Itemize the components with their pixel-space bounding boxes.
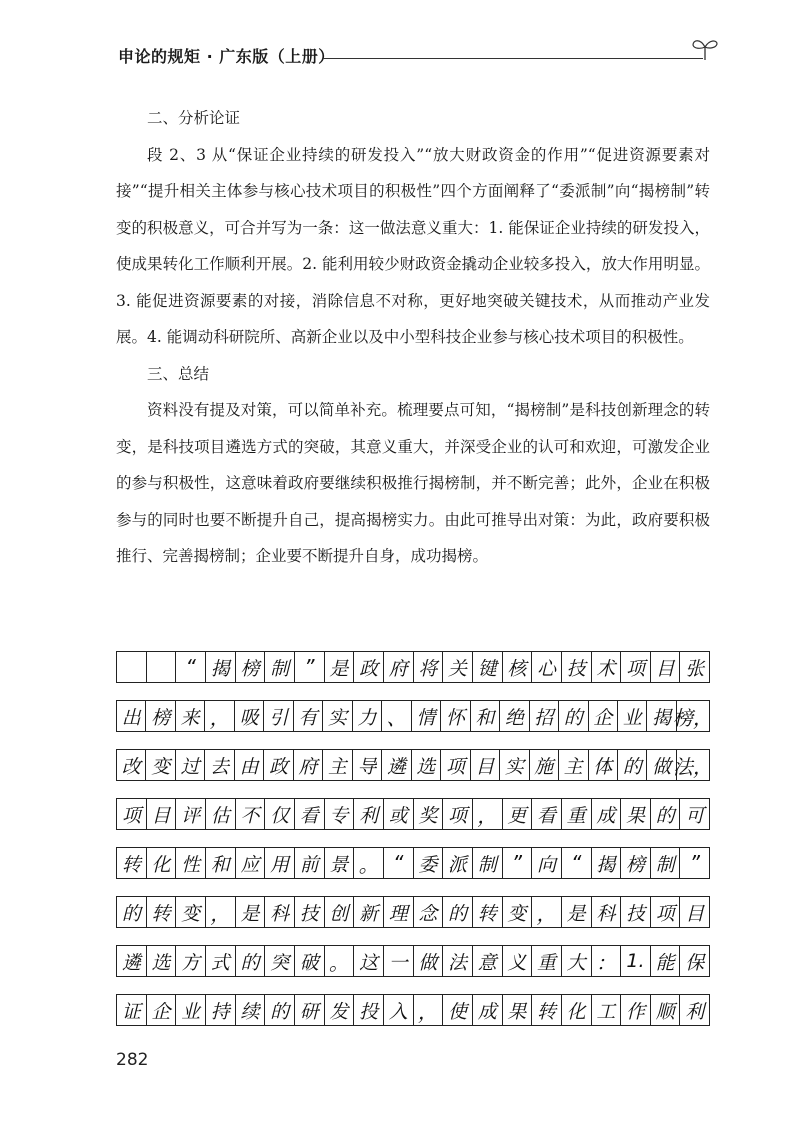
grid-cell: 制 — [265, 652, 295, 682]
grid-cell: ， — [414, 995, 444, 1025]
grid-cell: 榜 — [236, 652, 266, 682]
grid-cell: 术 — [592, 652, 622, 682]
grid-cell: 业 — [176, 995, 206, 1025]
grid-cell: 科 — [592, 897, 622, 927]
grid-cell: 和 — [471, 701, 500, 731]
answer-grid — [116, 651, 713, 1043]
grid-cell: 估 — [206, 799, 236, 829]
grid-cell: 委 — [414, 848, 444, 878]
grid-cell: 榜， — [677, 701, 710, 731]
grid-cell: 有 — [294, 701, 323, 731]
grid-cell: 重 — [532, 946, 562, 976]
grid-row — [116, 749, 713, 781]
grid-cell: 性 — [176, 848, 206, 878]
grid-cell: 仅 — [265, 799, 295, 829]
grid-row — [116, 798, 710, 830]
section-heading-analysis: 二、分析论证 — [147, 109, 241, 127]
grid-cell: 做 — [647, 750, 676, 780]
grid-cell: 义 — [503, 946, 533, 976]
grid-cell: ” — [503, 848, 533, 878]
grid-cell: ： — [592, 946, 622, 976]
analysis-text — [116, 100, 710, 575]
grid-cell: 的 — [117, 897, 147, 927]
grid-cell: 选 — [147, 946, 177, 976]
analysis-paragraph: 段 2、3 从“保证企业持续的研发投入”“放大财政资金的作用”“促进资源要素对接”“提升相关主体参与核心技术项目的积极性”四个方面阐释了“委派制”向“揭榜制”转变的积极意义，可合并写为一条：这一做法意义重大：1. 能保证企业持续的研发投入，使成果转化工作顺利开展。2. 能利用较少财政资金撬动企业较多投入，放大作用明显。3. 能促进资源要素的对接，消除信息不对称，更好地突破关键技术，从而推动产业发展。4. 能调动科研院所、高新企业以及中小型科技企业参与核心技术项目的积极性。 — [116, 145, 710, 346]
grid-cell: 揭 — [647, 701, 676, 731]
grid-cell: 来 — [176, 701, 205, 731]
grid-cell: 的 — [618, 750, 647, 780]
grid-cell: 成 — [473, 995, 503, 1025]
grid-cell: 理 — [384, 897, 414, 927]
grid-cell: 利 — [354, 799, 384, 829]
grid-cell: 榜 — [146, 701, 175, 731]
grid-cell: 项 — [117, 799, 147, 829]
grid-row — [116, 994, 710, 1026]
grid-cell: 企 — [147, 995, 177, 1025]
grid-cell: 应 — [236, 848, 266, 878]
grid-row — [116, 651, 710, 683]
grid-cell: 重 — [562, 799, 592, 829]
grid-cell: 做 — [414, 946, 444, 976]
sprout-icon — [690, 36, 720, 62]
grid-cell: 的 — [651, 799, 681, 829]
grid-cell: 技 — [562, 652, 592, 682]
grid-cell: 奖 — [414, 799, 444, 829]
grid-cell: 是 — [562, 897, 592, 927]
grid-cell: 企 — [589, 701, 618, 731]
grid-cell: 景 — [325, 848, 355, 878]
grid-cell: 的 — [265, 995, 295, 1025]
grid-cell: 制 — [651, 848, 681, 878]
grid-cell: 专 — [325, 799, 355, 829]
grid-cell: ” — [680, 848, 710, 878]
grid-cell: “ — [562, 848, 592, 878]
grid-cell: ” — [295, 652, 325, 682]
grid-cell: 遴 — [382, 750, 411, 780]
grid-cell: 项 — [621, 652, 651, 682]
grid-cell: 大 — [562, 946, 592, 976]
grid-cell: 。 — [325, 946, 355, 976]
grid-cell: 施 — [530, 750, 559, 780]
grid-cell: 榜 — [621, 848, 651, 878]
grid-cell: 、 — [382, 701, 411, 731]
grid-cell: 不 — [236, 799, 266, 829]
grid-row — [116, 700, 713, 732]
grid-cell: 前 — [295, 848, 325, 878]
grid-cell: 看 — [295, 799, 325, 829]
grid-cell: 的 — [559, 701, 588, 731]
grid-cell: 实 — [323, 701, 352, 731]
grid-cell: 政 — [264, 750, 293, 780]
grid-cell: 将 — [414, 652, 444, 682]
grid-cell: 或 — [384, 799, 414, 829]
grid-cell: 。 — [354, 848, 384, 878]
grid-cell: 出 — [117, 701, 146, 731]
grid-cell: 主 — [559, 750, 588, 780]
grid-cell: 顺 — [651, 995, 681, 1025]
grid-cell: 突 — [265, 946, 295, 976]
grid-cell: 政 — [354, 652, 384, 682]
grid-cell: 念 — [414, 897, 444, 927]
header-rule — [323, 58, 703, 59]
grid-cell: 法， — [677, 750, 710, 780]
grid-cell: 体 — [589, 750, 618, 780]
grid-cell: 投 — [354, 995, 384, 1025]
grid-cell: 揭 — [592, 848, 622, 878]
grid-cell: 导 — [353, 750, 382, 780]
grid-cell: 利 — [680, 995, 710, 1025]
grid-cell: 这 — [354, 946, 384, 976]
summary-paragraph: 资料没有提及对策，可以简单补充。梳理要点可知，“揭榜制”是科技创新理念的转变，是科技项目遴选方式的突破，其意义重大，并深受企业的认可和欢迎，可激发企业的参与积极性，这意味着政府要继续积极推行揭榜制，并不断完善；此外，企业在积极参与的同时也要不断提升自己，提高揭榜实力。由此可推导出对策：为此，政府要积极推行、完善揭榜制；企业要不断提升自身，成功揭榜。 — [116, 401, 710, 565]
grid-cell: 情 — [412, 701, 441, 731]
grid-cell: 键 — [473, 652, 503, 682]
grid-cell: ， — [473, 799, 503, 829]
grid-cell: 作 — [621, 995, 651, 1025]
grid-cell: 方 — [176, 946, 206, 976]
grid-cell: 入 — [384, 995, 414, 1025]
grid-cell: 变 — [503, 897, 533, 927]
grid-cell: 去 — [205, 750, 234, 780]
grid-cell: 意 — [473, 946, 503, 976]
grid-cell: 新 — [354, 897, 384, 927]
grid-row — [116, 945, 710, 977]
grid-cell: 科 — [265, 897, 295, 927]
grid-cell: 选 — [412, 750, 441, 780]
grid-row — [116, 896, 710, 928]
grid-cell: 技 — [295, 897, 325, 927]
grid-cell: 创 — [325, 897, 355, 927]
grid-cell: 一 — [384, 946, 414, 976]
grid-cell: 过 — [176, 750, 205, 780]
grid-cell: 制 — [473, 848, 503, 878]
grid-cell: 改 — [117, 750, 146, 780]
grid-cell: 发 — [325, 995, 355, 1025]
page-number: 282 — [116, 1050, 149, 1070]
grid-cell: “ — [176, 652, 206, 682]
grid-cell — [117, 652, 147, 682]
grid-cell: 目 — [651, 652, 681, 682]
grid-cell: 工 — [592, 995, 622, 1025]
grid-cell: 核 — [503, 652, 533, 682]
grid-cell: 揭 — [206, 652, 236, 682]
grid-cell: 吸 — [235, 701, 264, 731]
grid-cell: 式 — [206, 946, 236, 976]
grid-cell: 评 — [176, 799, 206, 829]
grid-cell: 目 — [147, 799, 177, 829]
grid-cell: 保 — [680, 946, 710, 976]
grid-cell: 1. — [621, 946, 651, 976]
grid-cell: 转 — [147, 897, 177, 927]
grid-cell: ， — [532, 897, 562, 927]
grid-cell: 化 — [147, 848, 177, 878]
grid-cell: 招 — [530, 701, 559, 731]
grid-cell: 法 — [443, 946, 473, 976]
grid-cell: 用 — [265, 848, 295, 878]
grid-cell: 实 — [500, 750, 529, 780]
grid-cell: 看 — [532, 799, 562, 829]
grid-cell: 续 — [236, 995, 266, 1025]
grid-cell: 力 — [353, 701, 382, 731]
grid-cell: 是 — [236, 897, 266, 927]
grid-cell: 由 — [235, 750, 264, 780]
grid-cell: 使 — [443, 995, 473, 1025]
grid-cell: 主 — [323, 750, 352, 780]
book-title: 申论的规矩 · 广东版（上册） — [118, 47, 335, 66]
grid-cell: 遴 — [117, 946, 147, 976]
grid-cell: 更 — [503, 799, 533, 829]
page-header — [118, 42, 718, 72]
grid-cell: 是 — [325, 652, 355, 682]
grid-cell: 引 — [264, 701, 293, 731]
grid-cell: 果 — [503, 995, 533, 1025]
grid-cell: 转 — [117, 848, 147, 878]
grid-cell: 关 — [443, 652, 473, 682]
grid-cell: 张 — [680, 652, 710, 682]
grid-cell: 府 — [294, 750, 323, 780]
grid-cell: 变 — [146, 750, 175, 780]
grid-cell: 向 — [532, 848, 562, 878]
grid-row — [116, 847, 710, 879]
grid-cell — [147, 652, 177, 682]
grid-cell: 的 — [236, 946, 266, 976]
grid-cell: 派 — [443, 848, 473, 878]
grid-cell: 目 — [471, 750, 500, 780]
grid-cell: 转 — [532, 995, 562, 1025]
grid-cell: 技 — [621, 897, 651, 927]
grid-cell: 研 — [295, 995, 325, 1025]
grid-cell: 变 — [176, 897, 206, 927]
grid-cell: 持 — [206, 995, 236, 1025]
grid-cell: ， — [206, 897, 236, 927]
grid-cell: 可 — [680, 799, 710, 829]
grid-cell: 证 — [117, 995, 147, 1025]
grid-cell: 府 — [384, 652, 414, 682]
grid-cell: 能 — [651, 946, 681, 976]
grid-cell: 业 — [618, 701, 647, 731]
grid-cell: 项 — [441, 750, 470, 780]
grid-cell: 果 — [621, 799, 651, 829]
grid-cell: 转 — [473, 897, 503, 927]
grid-cell: 绝 — [500, 701, 529, 731]
grid-cell: 项 — [651, 897, 681, 927]
grid-cell: 的 — [443, 897, 473, 927]
grid-cell: ， — [205, 701, 234, 731]
grid-cell: 和 — [206, 848, 236, 878]
grid-cell: 目 — [680, 897, 710, 927]
grid-cell: 项 — [443, 799, 473, 829]
grid-cell: 怀 — [441, 701, 470, 731]
grid-cell: 破 — [295, 946, 325, 976]
grid-cell: 成 — [592, 799, 622, 829]
section-heading-summary: 三、总结 — [147, 364, 210, 383]
grid-cell: 心 — [532, 652, 562, 682]
grid-cell: “ — [384, 848, 414, 878]
grid-cell: 化 — [562, 995, 592, 1025]
